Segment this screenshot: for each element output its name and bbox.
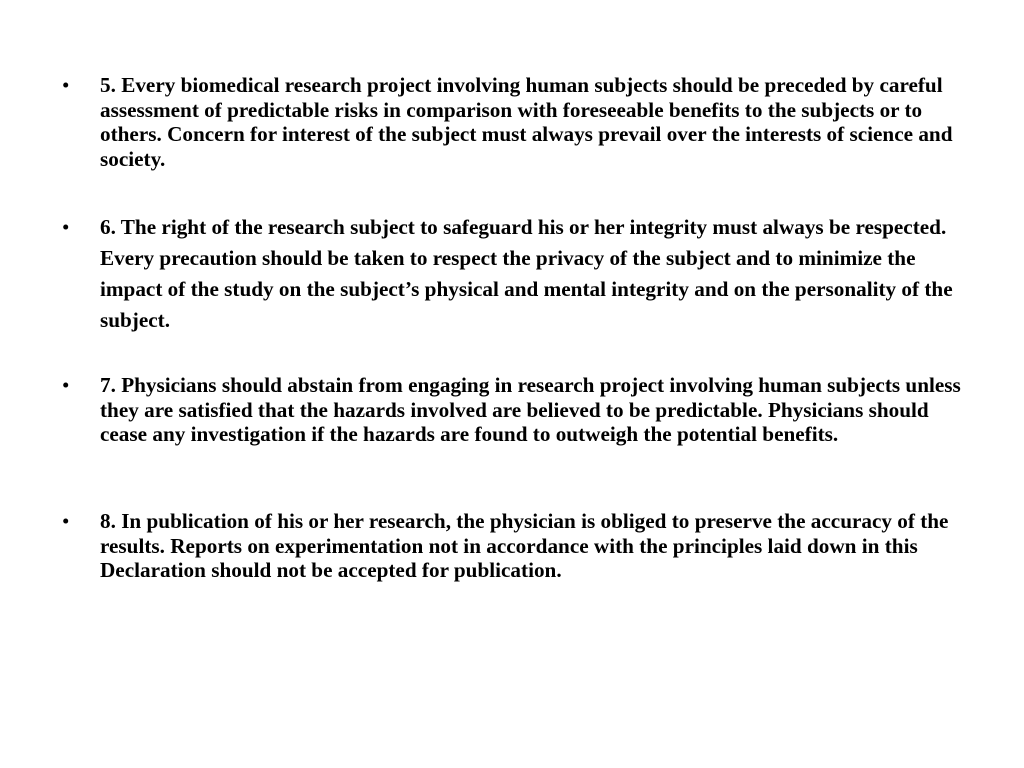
bullet-text-5: 5. Every biomedical research project involving human subjects should be preceded by careful assessment of predictable risks in comparison with foreseeable benefits to the subjects or to others. Concern for interest of the subject must always prevail over the interests of science and society. xyxy=(100,73,953,171)
bullet-icon: • xyxy=(62,215,70,239)
bullet-item-5 xyxy=(62,73,975,171)
bullet-text-7: 7. Physicians should abstain from engaging in research project involving human subjects unless they are satisfied that the hazards involved are believed to be predictable. Physicians should cease any investigation if the hazards are found to outweigh the potential benefits. xyxy=(100,373,961,446)
bullet-text-6: 6. The right of the research subject to safeguard his or her integrity must always be respected. Every precaution should be taken to respect the privacy of the subject and to minimize the impact of the study on the subject’s physical and mental integrity and on the personality of the subject. xyxy=(100,215,953,332)
bullet-item-7 xyxy=(62,373,975,447)
bullet-text-8: 8. In publication of his or her research, the physician is obliged to preserve the accuracy of the results. Reports on experimentation not in accordance with the principles laid down in this Declaration should not be accepted for publication. xyxy=(100,509,949,582)
bullet-icon: • xyxy=(62,73,70,97)
bullet-item-6 xyxy=(62,212,975,336)
bullet-icon: • xyxy=(62,509,70,533)
bullet-icon: • xyxy=(62,373,70,397)
bullet-item-8 xyxy=(62,509,975,583)
